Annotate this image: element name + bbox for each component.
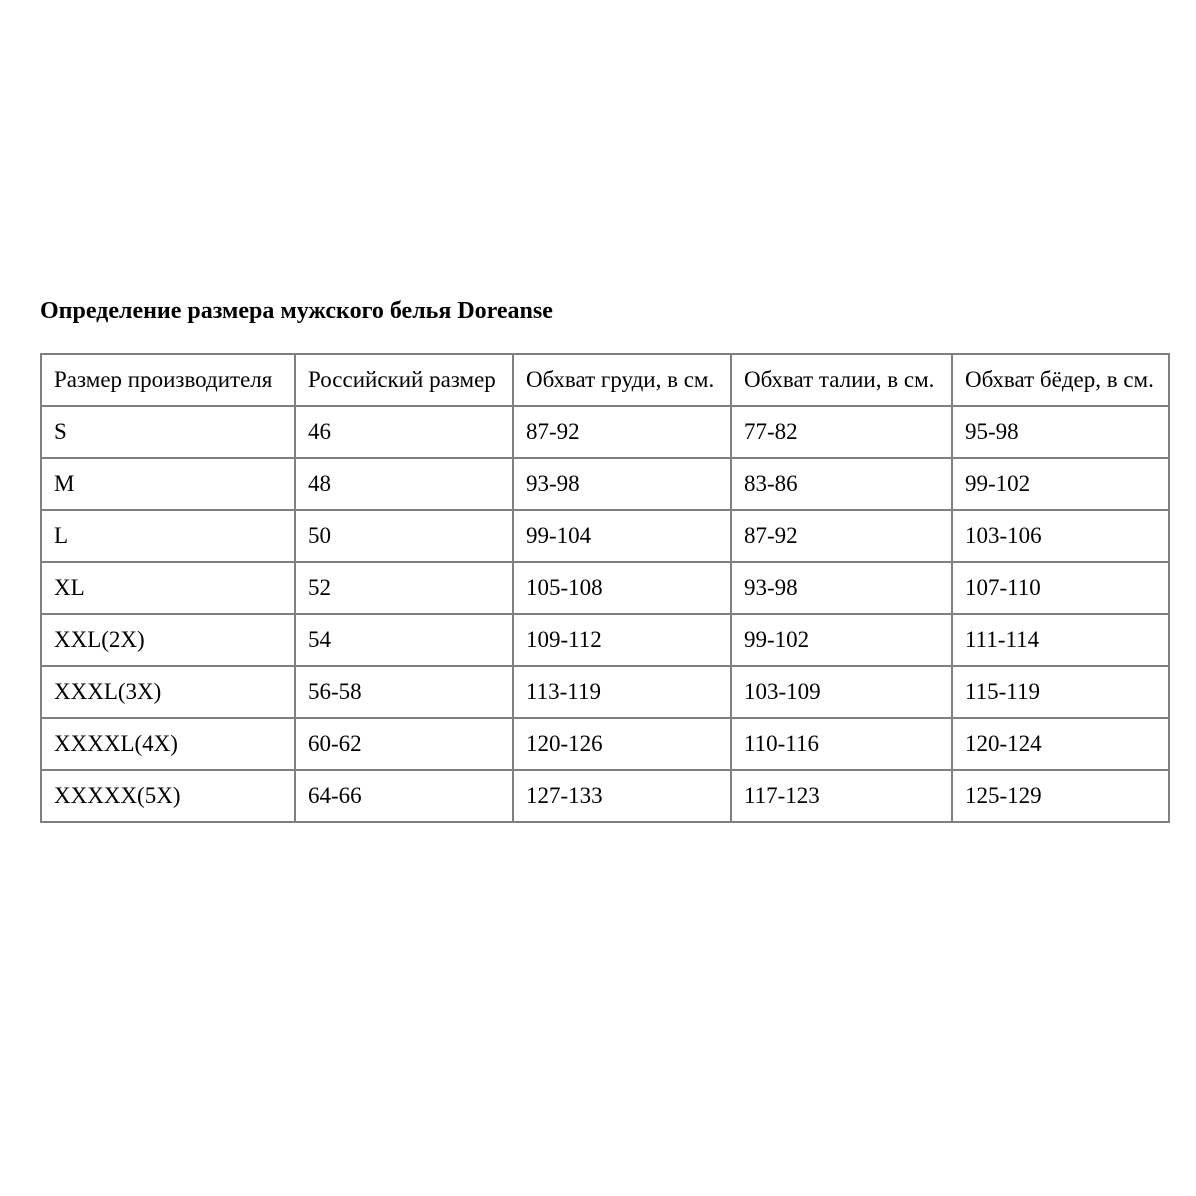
column-header-manufacturer-size: Размер производителя: [41, 354, 295, 406]
table-cell: 120-126: [513, 718, 731, 770]
table-cell: 107-110: [952, 562, 1169, 614]
table-cell: 50: [295, 510, 513, 562]
table-cell: 95-98: [952, 406, 1169, 458]
table-cell: 56-58: [295, 666, 513, 718]
table-row: [41, 406, 1169, 458]
table-cell: 110-116: [731, 718, 952, 770]
table-row: [41, 770, 1169, 822]
table-cell: 93-98: [513, 458, 731, 510]
table-header-row: [41, 354, 1169, 406]
table-row: [41, 718, 1169, 770]
table-cell: L: [41, 510, 295, 562]
table-cell: 46: [295, 406, 513, 458]
table-cell: 60-62: [295, 718, 513, 770]
table-cell: 125-129: [952, 770, 1169, 822]
column-header-waist: Обхват талии, в см.: [731, 354, 952, 406]
page-title: Определение размера мужского белья Doreanse: [40, 298, 553, 324]
table-cell: 93-98: [731, 562, 952, 614]
table-cell: 64-66: [295, 770, 513, 822]
table-cell: 83-86: [731, 458, 952, 510]
table-cell: 117-123: [731, 770, 952, 822]
table-row: [41, 510, 1169, 562]
table-row: [41, 458, 1169, 510]
table-cell: S: [41, 406, 295, 458]
table-cell: 52: [295, 562, 513, 614]
table-cell: XXXL(3X): [41, 666, 295, 718]
table-cell: XXXXX(5X): [41, 770, 295, 822]
column-header-chest: Обхват груди, в см.: [513, 354, 731, 406]
table-row: [41, 614, 1169, 666]
table-row: [41, 562, 1169, 614]
table-cell: 99-102: [731, 614, 952, 666]
table-cell: 113-119: [513, 666, 731, 718]
table-cell: 105-108: [513, 562, 731, 614]
column-header-russian-size: Российский размер: [295, 354, 513, 406]
column-header-hips: Обхват бёдер, в см.: [952, 354, 1169, 406]
table-cell: 111-114: [952, 614, 1169, 666]
table-cell: 48: [295, 458, 513, 510]
table-cell: 99-102: [952, 458, 1169, 510]
table-cell: XL: [41, 562, 295, 614]
table-cell: 99-104: [513, 510, 731, 562]
table-cell: 103-106: [952, 510, 1169, 562]
table-row: [41, 666, 1169, 718]
table-cell: 115-119: [952, 666, 1169, 718]
table-cell: 87-92: [731, 510, 952, 562]
table-cell: 77-82: [731, 406, 952, 458]
table-cell: 120-124: [952, 718, 1169, 770]
table-cell: 103-109: [731, 666, 952, 718]
table-cell: 87-92: [513, 406, 731, 458]
table-cell: XXL(2X): [41, 614, 295, 666]
table-cell: M: [41, 458, 295, 510]
size-chart-table: [40, 353, 1170, 823]
table-cell: 109-112: [513, 614, 731, 666]
table-cell: 127-133: [513, 770, 731, 822]
table-cell: 54: [295, 614, 513, 666]
table-cell: XXXXL(4X): [41, 718, 295, 770]
